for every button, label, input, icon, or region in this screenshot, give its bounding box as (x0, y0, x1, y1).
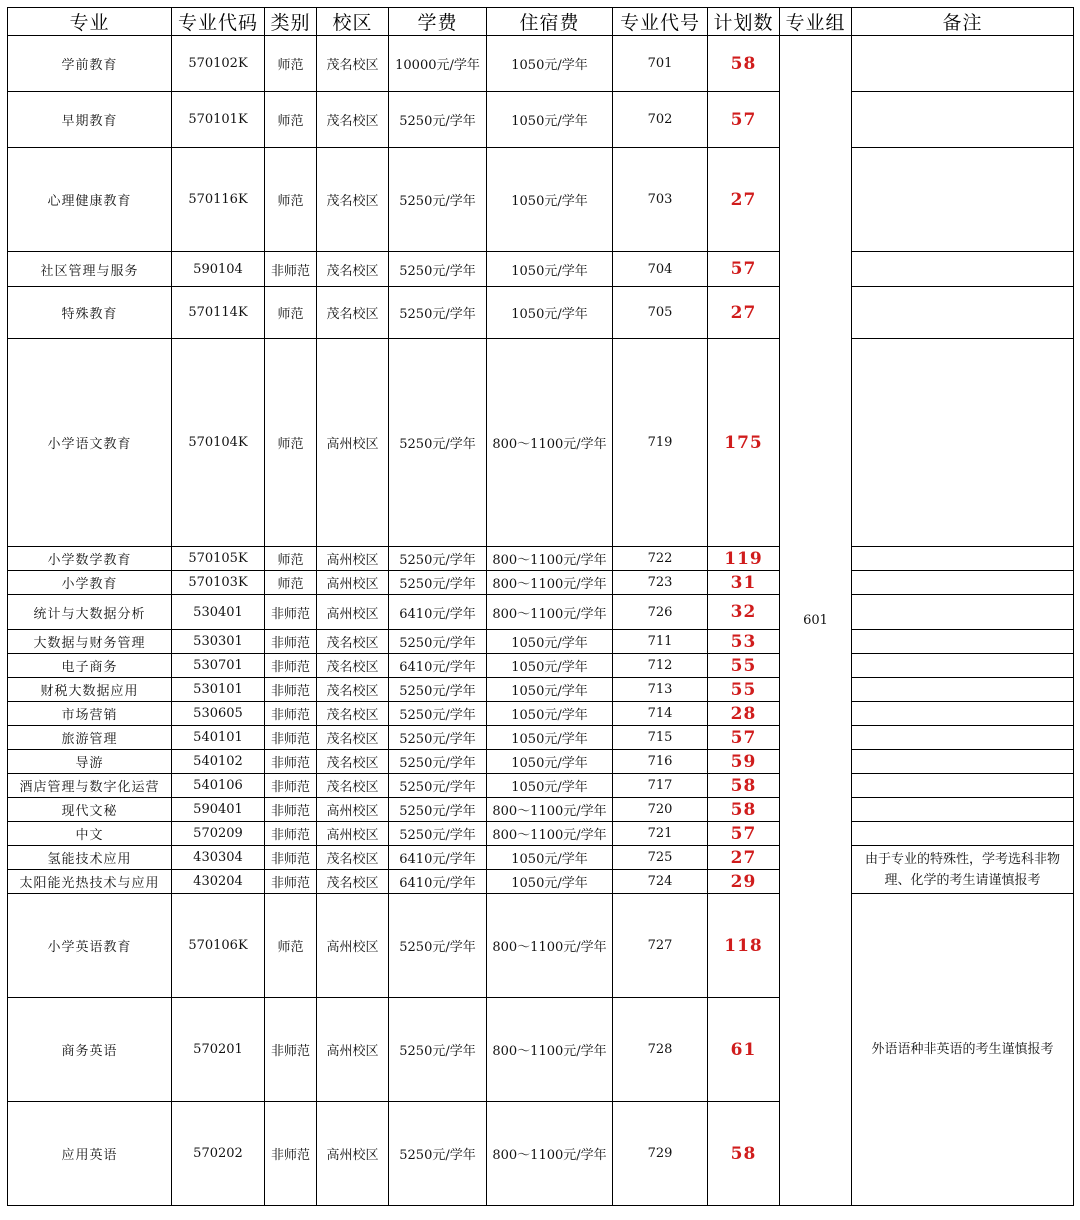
campus-cell: 茂名校区 (317, 702, 389, 726)
plan-count: 58 (708, 36, 780, 92)
remarks-cell (852, 595, 1074, 630)
plan-count: 118 (708, 894, 780, 998)
category-cell: 非师范 (265, 750, 317, 774)
category-cell: 师范 (265, 287, 317, 339)
table-row (8, 726, 1074, 750)
campus-cell: 高州校区 (317, 998, 389, 1102)
code-cell: 530701 (172, 654, 265, 678)
major-no-cell: 719 (613, 339, 708, 547)
lodging-cell: 1050元/学年 (487, 702, 613, 726)
lodging-cell: 1050元/学年 (487, 750, 613, 774)
lodging-cell: 1050元/学年 (487, 846, 613, 870)
campus-cell: 茂名校区 (317, 630, 389, 654)
tuition-cell: 6410元/学年 (389, 870, 487, 894)
major-no-cell: 721 (613, 822, 708, 846)
campus-cell: 茂名校区 (317, 726, 389, 750)
plan-count: 27 (708, 148, 780, 252)
lodging-cell: 1050元/学年 (487, 630, 613, 654)
header-row (8, 8, 1074, 36)
table-row (8, 547, 1074, 571)
major-no-cell: 703 (613, 148, 708, 252)
category-cell: 非师范 (265, 678, 317, 702)
code-cell: 530401 (172, 595, 265, 630)
major-no-cell: 714 (613, 702, 708, 726)
tuition-cell: 5250元/学年 (389, 998, 487, 1102)
table-row (8, 822, 1074, 846)
tuition-cell: 5250元/学年 (389, 339, 487, 547)
table-row (8, 678, 1074, 702)
remarks-cell (852, 36, 1074, 92)
lodging-cell: 1050元/学年 (487, 92, 613, 148)
table-row (8, 774, 1074, 798)
code-cell: 590104 (172, 252, 265, 287)
code-cell: 530301 (172, 630, 265, 654)
table-row (8, 252, 1074, 287)
lodging-cell: 1050元/学年 (487, 870, 613, 894)
remarks-cell (852, 774, 1074, 798)
plan-count: 61 (708, 998, 780, 1102)
major-cell: 商务英语 (8, 998, 172, 1102)
table-row (8, 92, 1074, 148)
major-cell: 小学教育 (8, 571, 172, 595)
campus-cell: 茂名校区 (317, 654, 389, 678)
campus-cell: 茂名校区 (317, 252, 389, 287)
category-cell: 师范 (265, 339, 317, 547)
plan-count: 27 (708, 287, 780, 339)
remarks-cell (852, 654, 1074, 678)
major-no-cell: 728 (613, 998, 708, 1102)
table-row (8, 287, 1074, 339)
code-cell: 430304 (172, 846, 265, 870)
plan-count: 31 (708, 571, 780, 595)
category-cell: 非师范 (265, 252, 317, 287)
category-cell: 非师范 (265, 774, 317, 798)
remarks-cell (852, 148, 1074, 252)
major-cell: 现代文秘 (8, 798, 172, 822)
lodging-cell: 1050元/学年 (487, 774, 613, 798)
lodging-cell: 1050元/学年 (487, 148, 613, 252)
category-cell: 非师范 (265, 630, 317, 654)
major-no-cell: 716 (613, 750, 708, 774)
tuition-cell: 5250元/学年 (389, 92, 487, 148)
remarks-cell (852, 252, 1074, 287)
lodging-cell: 1050元/学年 (487, 287, 613, 339)
tuition-cell: 5250元/学年 (389, 678, 487, 702)
header-plan: 计划数 (708, 8, 780, 36)
plan-count: 59 (708, 750, 780, 774)
campus-cell: 高州校区 (317, 798, 389, 822)
campus-cell: 茂名校区 (317, 750, 389, 774)
major-no-cell: 705 (613, 287, 708, 339)
plan-count: 55 (708, 654, 780, 678)
header-category: 类别 (265, 8, 317, 36)
code-cell: 570201 (172, 998, 265, 1102)
campus-cell: 高州校区 (317, 822, 389, 846)
major-no-cell: 729 (613, 1102, 708, 1206)
remarks-cell (852, 702, 1074, 726)
remarks-cell (852, 287, 1074, 339)
category-cell: 非师范 (265, 846, 317, 870)
code-cell: 570209 (172, 822, 265, 846)
tuition-cell: 6410元/学年 (389, 654, 487, 678)
major-cell: 特殊教育 (8, 287, 172, 339)
major-cell: 大数据与财务管理 (8, 630, 172, 654)
tuition-cell: 5250元/学年 (389, 750, 487, 774)
tuition-cell: 5250元/学年 (389, 702, 487, 726)
campus-cell: 茂名校区 (317, 678, 389, 702)
tuition-cell: 5250元/学年 (389, 252, 487, 287)
plan-count: 55 (708, 678, 780, 702)
tuition-cell: 5250元/学年 (389, 726, 487, 750)
category-cell: 非师范 (265, 726, 317, 750)
plan-count: 57 (708, 252, 780, 287)
major-cell: 小学语文教育 (8, 339, 172, 547)
category-cell: 非师范 (265, 595, 317, 630)
tuition-cell: 6410元/学年 (389, 846, 487, 870)
major-no-cell: 711 (613, 630, 708, 654)
remarks-cell (852, 92, 1074, 148)
remarks-cell (852, 726, 1074, 750)
remarks-cell (852, 630, 1074, 654)
campus-cell: 茂名校区 (317, 774, 389, 798)
lodging-cell: 800～1100元/学年 (487, 894, 613, 998)
lodging-cell: 800～1100元/学年 (487, 798, 613, 822)
campus-cell: 高州校区 (317, 894, 389, 998)
table-row (8, 148, 1074, 252)
lodging-cell: 800～1100元/学年 (487, 339, 613, 547)
campus-cell: 茂名校区 (317, 287, 389, 339)
major-group-cell: 601 (780, 36, 852, 1206)
plan-count: 29 (708, 870, 780, 894)
header-lodging: 住宿费 (487, 8, 613, 36)
campus-cell: 茂名校区 (317, 870, 389, 894)
remarks-cell (852, 339, 1074, 547)
category-cell: 师范 (265, 547, 317, 571)
code-cell: 570202 (172, 1102, 265, 1206)
plan-count: 53 (708, 630, 780, 654)
major-cell: 中文 (8, 822, 172, 846)
tuition-cell: 5250元/学年 (389, 547, 487, 571)
lodging-cell: 800～1100元/学年 (487, 1102, 613, 1206)
major-cell: 酒店管理与数字化运营 (8, 774, 172, 798)
code-cell: 570102K (172, 36, 265, 92)
lodging-cell: 800～1100元/学年 (487, 998, 613, 1102)
major-cell: 电子商务 (8, 654, 172, 678)
table-row (8, 750, 1074, 774)
major-cell: 小学英语教育 (8, 894, 172, 998)
plan-count: 32 (708, 595, 780, 630)
code-cell: 570101K (172, 92, 265, 148)
table-row (8, 595, 1074, 630)
category-cell: 师范 (265, 894, 317, 998)
table-row (8, 894, 1074, 998)
code-cell: 570106K (172, 894, 265, 998)
header-major-no: 专业代号 (613, 8, 708, 36)
plan-count: 58 (708, 798, 780, 822)
category-cell: 非师范 (265, 870, 317, 894)
category-cell: 非师范 (265, 1102, 317, 1206)
lodging-cell: 800～1100元/学年 (487, 571, 613, 595)
campus-cell: 高州校区 (317, 547, 389, 571)
campus-cell: 茂名校区 (317, 92, 389, 148)
code-cell: 540101 (172, 726, 265, 750)
code-cell: 590401 (172, 798, 265, 822)
remarks-energy-note: 由于专业的特殊性，学考选科非物理、化学的考生请谨慎报考 (852, 846, 1074, 894)
header-remarks: 备注 (852, 8, 1074, 36)
major-cell: 统计与大数据分析 (8, 595, 172, 630)
campus-cell: 茂名校区 (317, 846, 389, 870)
lodging-cell: 800～1100元/学年 (487, 595, 613, 630)
major-no-cell: 723 (613, 571, 708, 595)
major-no-cell: 712 (613, 654, 708, 678)
major-cell: 旅游管理 (8, 726, 172, 750)
tuition-cell: 5250元/学年 (389, 774, 487, 798)
table-row (8, 339, 1074, 547)
tuition-cell: 5250元/学年 (389, 630, 487, 654)
tuition-cell: 5250元/学年 (389, 822, 487, 846)
plan-count: 58 (708, 1102, 780, 1206)
category-cell: 非师范 (265, 798, 317, 822)
code-cell: 570114K (172, 287, 265, 339)
plan-count: 58 (708, 774, 780, 798)
table-row (8, 798, 1074, 822)
remarks-english-note: 外语语种非英语的考生谨慎报考 (852, 894, 1074, 1206)
major-no-cell: 722 (613, 547, 708, 571)
code-cell: 540106 (172, 774, 265, 798)
campus-cell: 茂名校区 (317, 148, 389, 252)
lodging-cell: 1050元/学年 (487, 36, 613, 92)
tuition-cell: 5250元/学年 (389, 798, 487, 822)
table-row (8, 571, 1074, 595)
code-cell: 570116K (172, 148, 265, 252)
major-no-cell: 704 (613, 252, 708, 287)
plan-count: 57 (708, 822, 780, 846)
tuition-cell: 5250元/学年 (389, 148, 487, 252)
table-row (8, 702, 1074, 726)
campus-cell: 茂名校区 (317, 36, 389, 92)
plan-count: 27 (708, 846, 780, 870)
major-no-cell: 717 (613, 774, 708, 798)
major-cell: 应用英语 (8, 1102, 172, 1206)
lodging-cell: 800～1100元/学年 (487, 547, 613, 571)
major-cell: 市场营销 (8, 702, 172, 726)
major-no-cell: 724 (613, 870, 708, 894)
category-cell: 师范 (265, 36, 317, 92)
plan-count: 119 (708, 547, 780, 571)
tuition-cell: 6410元/学年 (389, 595, 487, 630)
major-cell: 导游 (8, 750, 172, 774)
table-row (8, 846, 1074, 870)
plan-count: 57 (708, 726, 780, 750)
code-cell: 540102 (172, 750, 265, 774)
major-no-cell: 726 (613, 595, 708, 630)
header-major: 专业 (8, 8, 172, 36)
table-row (8, 654, 1074, 678)
tuition-cell: 10000元/学年 (389, 36, 487, 92)
lodging-cell: 1050元/学年 (487, 654, 613, 678)
lodging-cell: 1050元/学年 (487, 726, 613, 750)
code-cell: 530101 (172, 678, 265, 702)
code-cell: 570105K (172, 547, 265, 571)
remarks-cell (852, 798, 1074, 822)
remarks-cell (852, 678, 1074, 702)
major-cell: 心理健康教育 (8, 148, 172, 252)
category-cell: 师范 (265, 148, 317, 252)
category-cell: 师范 (265, 571, 317, 595)
major-no-cell: 713 (613, 678, 708, 702)
major-cell: 社区管理与服务 (8, 252, 172, 287)
category-cell: 非师范 (265, 654, 317, 678)
admission-plan-table (7, 7, 1074, 1206)
remarks-cell (852, 750, 1074, 774)
major-no-cell: 725 (613, 846, 708, 870)
campus-cell: 高州校区 (317, 1102, 389, 1206)
header-campus: 校区 (317, 8, 389, 36)
category-cell: 非师范 (265, 702, 317, 726)
tuition-cell: 5250元/学年 (389, 1102, 487, 1206)
category-cell: 非师范 (265, 822, 317, 846)
remarks-cell (852, 822, 1074, 846)
major-no-cell: 727 (613, 894, 708, 998)
major-cell: 小学数学教育 (8, 547, 172, 571)
major-no-cell: 701 (613, 36, 708, 92)
category-cell: 非师范 (265, 998, 317, 1102)
remarks-cell (852, 547, 1074, 571)
header-group: 专业组 (780, 8, 852, 36)
major-cell: 氢能技术应用 (8, 846, 172, 870)
campus-cell: 高州校区 (317, 595, 389, 630)
header-code: 专业代码 (172, 8, 265, 36)
tuition-cell: 5250元/学年 (389, 894, 487, 998)
major-cell: 财税大数据应用 (8, 678, 172, 702)
tuition-cell: 5250元/学年 (389, 287, 487, 339)
code-cell: 430204 (172, 870, 265, 894)
major-no-cell: 702 (613, 92, 708, 148)
plan-count: 175 (708, 339, 780, 547)
campus-cell: 高州校区 (317, 571, 389, 595)
remarks-cell (852, 571, 1074, 595)
lodging-cell: 1050元/学年 (487, 678, 613, 702)
code-cell: 530605 (172, 702, 265, 726)
plan-count: 57 (708, 92, 780, 148)
major-no-cell: 715 (613, 726, 708, 750)
plan-count: 28 (708, 702, 780, 726)
table-row (8, 36, 1074, 92)
major-cell: 太阳能光热技术与应用 (8, 870, 172, 894)
code-cell: 570103K (172, 571, 265, 595)
code-cell: 570104K (172, 339, 265, 547)
major-cell: 早期教育 (8, 92, 172, 148)
category-cell: 师范 (265, 92, 317, 148)
major-no-cell: 720 (613, 798, 708, 822)
lodging-cell: 800～1100元/学年 (487, 822, 613, 846)
major-cell: 学前教育 (8, 36, 172, 92)
header-tuition: 学费 (389, 8, 487, 36)
table-row (8, 630, 1074, 654)
campus-cell: 高州校区 (317, 339, 389, 547)
lodging-cell: 1050元/学年 (487, 252, 613, 287)
tuition-cell: 5250元/学年 (389, 571, 487, 595)
